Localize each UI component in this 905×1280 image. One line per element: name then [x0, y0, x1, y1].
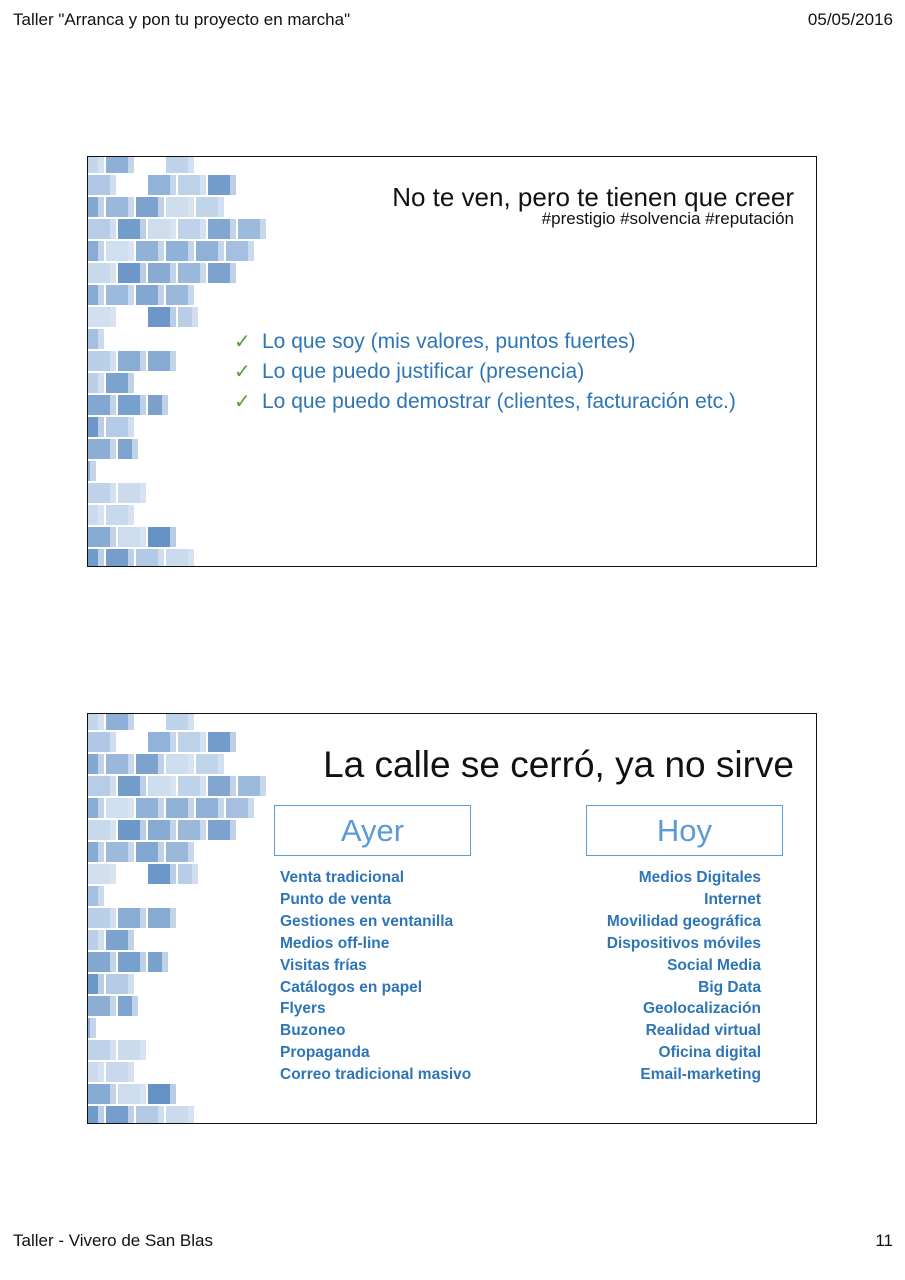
list-item: Internet — [704, 890, 761, 908]
cube-side — [110, 219, 116, 239]
ayer-heading-box: Ayer — [274, 805, 471, 856]
cube-side — [158, 197, 164, 217]
ayer-list — [280, 867, 471, 1086]
cube-side — [230, 263, 236, 283]
cube-side — [98, 798, 104, 818]
cube-side — [260, 776, 266, 796]
cube-side — [158, 754, 164, 774]
slide-1-subtitle: #prestigio #solvencia #reputación — [541, 209, 794, 228]
list-item: Gestiones en ventanilla — [280, 912, 454, 930]
cube-side — [188, 754, 194, 774]
slide-1-title: No te ven, pero te tienen que creer — [392, 182, 794, 212]
list-item: Buzoneo — [280, 1022, 346, 1040]
checkmark-icon: ✓ — [234, 361, 251, 383]
cube-side — [158, 798, 164, 818]
cube-side — [110, 263, 116, 283]
cube-side — [200, 263, 206, 283]
cube-side — [218, 241, 224, 261]
cube-side — [98, 1106, 104, 1124]
cube-side — [110, 483, 116, 503]
cube-side — [110, 1040, 116, 1060]
cube-side — [128, 417, 134, 437]
cube-side — [98, 930, 104, 950]
list-item: Medios Digitales — [638, 869, 761, 886]
cube-side — [170, 1084, 176, 1104]
bullet-text: Lo que soy (mis valores, puntos fuertes) — [262, 330, 636, 353]
cube-side — [110, 175, 116, 195]
cube-side — [158, 285, 164, 305]
cube-side — [110, 820, 116, 840]
cube-side — [98, 1062, 104, 1082]
slide-1-bullet-list — [234, 327, 736, 417]
cube-side — [128, 285, 134, 305]
cube-side — [128, 798, 134, 818]
cube-side — [158, 1106, 164, 1124]
cube-side — [162, 952, 168, 972]
cube-side — [200, 776, 206, 796]
checkmark-icon: ✓ — [234, 391, 251, 413]
bullet-text: Lo que puedo justificar (presencia) — [262, 360, 585, 383]
list-item: Punto de venta — [280, 890, 392, 908]
cube-side — [128, 1106, 134, 1124]
cube-side — [230, 175, 236, 195]
cube-side — [128, 197, 134, 217]
cube-side — [200, 820, 206, 840]
list-item: Dispositivos móviles — [606, 934, 761, 952]
checkmark-icon: ✓ — [234, 331, 251, 353]
cube-side — [110, 732, 116, 752]
cube-side — [188, 157, 194, 173]
cube-side — [98, 157, 104, 173]
cube-side — [218, 197, 224, 217]
cube-side — [188, 549, 194, 567]
cube-side — [128, 842, 134, 862]
cube-side — [140, 351, 146, 371]
list-item: Propaganda — [280, 1044, 370, 1062]
page-header-title: Taller "Arranca y pon tu proyecto en marcha" — [13, 10, 351, 29]
cube-side — [128, 930, 134, 950]
cube-side — [110, 439, 116, 459]
cube-side — [98, 549, 104, 567]
cube-side — [110, 996, 116, 1016]
cube-side — [170, 820, 176, 840]
cube-side — [170, 527, 176, 547]
hoy-list — [607, 867, 761, 1086]
cube-side — [98, 285, 104, 305]
cube-side — [98, 505, 104, 525]
page-number: 11 — [875, 1231, 893, 1250]
cube-side — [170, 263, 176, 283]
cube-side — [170, 732, 176, 752]
cube-side — [128, 1062, 134, 1082]
cube-side — [140, 527, 146, 547]
cube-side — [110, 776, 116, 796]
cube-side — [170, 307, 176, 327]
list-item: Correo tradicional masivo — [280, 1066, 472, 1084]
cube-side — [140, 1084, 146, 1104]
cube-side — [90, 461, 96, 481]
cube-side — [110, 864, 116, 884]
cube-side — [170, 219, 176, 239]
cube-side — [90, 1018, 96, 1038]
cube-side — [132, 439, 138, 459]
cube-side — [128, 157, 134, 173]
cube-side — [110, 1084, 116, 1104]
list-item: Movilidad geográfica — [606, 912, 761, 930]
cube-side — [110, 351, 116, 371]
cube-side — [200, 732, 206, 752]
page-header-date: 05/05/2016 — [807, 10, 893, 29]
cube-side — [188, 197, 194, 217]
cube-side — [98, 754, 104, 774]
cube-side — [170, 351, 176, 371]
list-item: Social Media — [667, 956, 761, 974]
cube-side — [162, 395, 168, 415]
list-item: Big Data — [698, 978, 761, 996]
cube-side — [98, 241, 104, 261]
cube-side — [230, 776, 236, 796]
list-item: Email-marketing — [640, 1066, 761, 1084]
cube-side — [98, 842, 104, 862]
cube-side — [188, 241, 194, 261]
slide-2 — [87, 713, 817, 1124]
cube-side — [170, 908, 176, 928]
list-item: Visitas frías — [280, 956, 367, 974]
cube-side — [140, 908, 146, 928]
cube-side — [98, 329, 104, 349]
list-item: Geolocalización — [642, 1000, 761, 1018]
cube-side — [98, 373, 104, 393]
cube-side — [188, 285, 194, 305]
cube-side — [110, 527, 116, 547]
list-item — [234, 357, 736, 387]
cube-side — [218, 798, 224, 818]
cube-side — [128, 549, 134, 567]
cube-side — [98, 886, 104, 906]
slide-1 — [87, 156, 817, 567]
cube-side — [128, 974, 134, 994]
cube-side — [98, 417, 104, 437]
list-item: Catálogos en papel — [280, 978, 423, 996]
cube-side — [98, 197, 104, 217]
cube-side — [128, 241, 134, 261]
cube-side — [192, 307, 198, 327]
cube-side — [170, 175, 176, 195]
cube-side — [158, 549, 164, 567]
list-item — [234, 327, 736, 357]
cube-side — [128, 754, 134, 774]
cube-side — [188, 714, 194, 730]
list-item: Medios off-line — [280, 934, 390, 952]
list-item: Flyers — [280, 1000, 326, 1018]
cube-decoration — [88, 714, 273, 1124]
list-item — [234, 387, 736, 417]
cube-side — [192, 864, 198, 884]
cube-side — [128, 373, 134, 393]
cube-side — [140, 776, 146, 796]
cube-side — [110, 908, 116, 928]
cube-side — [132, 996, 138, 1016]
slide-2-title: La calle se cerró, ya no sirve — [323, 744, 794, 785]
cube-side — [128, 505, 134, 525]
cube-side — [230, 732, 236, 752]
cube-side — [140, 263, 146, 283]
cube-side — [128, 714, 134, 730]
cube-side — [98, 974, 104, 994]
cube-side — [158, 241, 164, 261]
cube-side — [110, 395, 116, 415]
cube-side — [248, 241, 254, 261]
cube-side — [170, 864, 176, 884]
page-footer-label: Taller - Vivero de San Blas — [13, 1231, 214, 1250]
cube-side — [110, 952, 116, 972]
cube-side — [200, 175, 206, 195]
cube-side — [230, 219, 236, 239]
cube-side — [188, 798, 194, 818]
list-item: Oficina digital — [658, 1044, 761, 1062]
cube-side — [188, 1106, 194, 1124]
cube-side — [170, 776, 176, 796]
cube-side — [188, 842, 194, 862]
cube-side — [218, 754, 224, 774]
cube-side — [260, 219, 266, 239]
cube-side — [140, 820, 146, 840]
list-item: Realidad virtual — [645, 1022, 761, 1040]
cube-side — [110, 307, 116, 327]
cube-side — [140, 952, 146, 972]
list-item: Venta tradicional — [280, 869, 405, 886]
cube-side — [98, 714, 104, 730]
cube-side — [200, 219, 206, 239]
cube-side — [140, 483, 146, 503]
cube-side — [230, 820, 236, 840]
cube-side — [140, 219, 146, 239]
cube-side — [158, 842, 164, 862]
hoy-heading-box: Hoy — [586, 805, 783, 856]
bullet-text: Lo que puedo demostrar (clientes, facturación etc.) — [262, 390, 736, 413]
cube-side — [140, 1040, 146, 1060]
cube-side — [248, 798, 254, 818]
cube-side — [140, 395, 146, 415]
